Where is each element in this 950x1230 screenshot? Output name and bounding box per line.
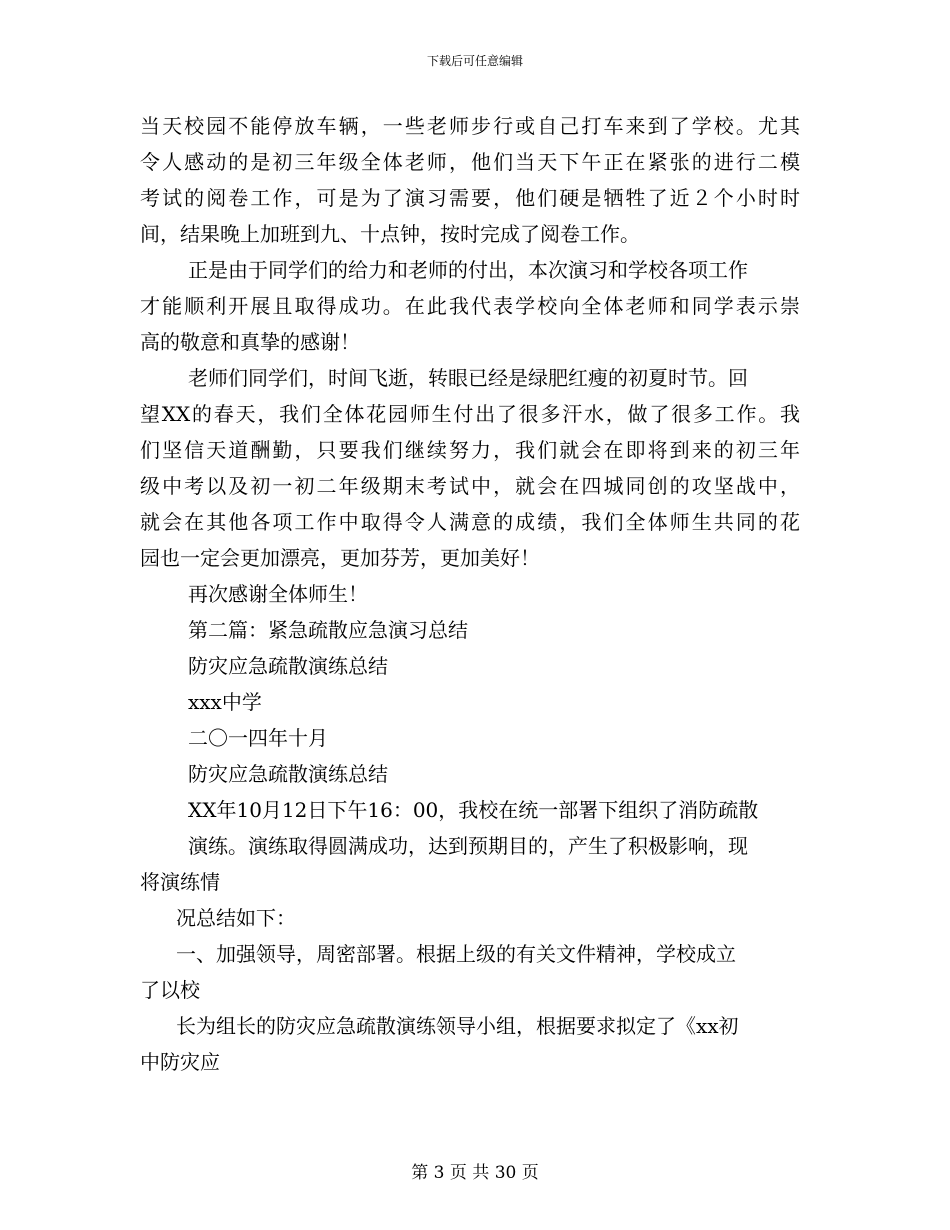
text-line: 老师们同学们，时间飞逝，转眼已经是绿肥红瘦的初夏时节。回 — [188, 366, 748, 390]
text-line: 高的敬意和真挚的感谢！ — [140, 330, 360, 354]
text-line: 正是由于同学们的给力和老师的付出，本次演习和学校各项工作 — [188, 258, 748, 282]
text-line: 将演练情 — [140, 870, 220, 894]
text-line: 望XX的春天，我们全体花园师生付出了很多汗水，做了很多工作。我 — [140, 402, 800, 426]
text-line: 间，结果晚上加班到九、十点钟，按时完成了阅卷工作。 — [140, 222, 640, 246]
text-line: 中防灾应 — [140, 1050, 220, 1074]
text-line: 当天校园不能停放车辆，一些老师步行或自己打车来到了学校。尤其 — [140, 114, 800, 138]
text-line: 令人感动的是初三年级全体老师，他们当天下午正在紧张的进行二模 — [140, 150, 800, 174]
text-line: 了以校 — [140, 978, 200, 1002]
page-footer: 第 3 页 共 30 页 — [411, 1163, 539, 1183]
text-line: 考试的阅卷工作，可是为了演习需要，他们硬是牺牲了近２个小时时 — [140, 186, 800, 210]
text-line: 再次感谢全体师生！ — [188, 582, 368, 606]
text-line: 一、加强领导，周密部署。根据上级的有关文件精神，学校成立 — [176, 942, 736, 966]
section-heading: 第二篇：紧急疏散应急演习总结 — [188, 618, 468, 642]
text-line: 长为组长的防灾应急疏散演练领导小组，根据要求拟定了《xx初 — [176, 1014, 739, 1038]
text-line: 级中考以及初一初二年级期末考试中，就会在四城同创的攻坚战中， — [140, 474, 800, 498]
document-title: 防灾应急疏散演练总结 — [188, 762, 388, 786]
text-line: 演练。演练取得圆满成功，达到预期目的，产生了积极影响，现 — [188, 834, 748, 858]
text-line: 才能顺利开展且取得成功。在此我代表学校向全体老师和同学表示崇 — [140, 294, 800, 318]
text-line: XX年10月12日下午16：00，我校在统一部署下组织了消防疏散 — [188, 798, 759, 822]
document-title: 防灾应急疏散演练总结 — [188, 654, 388, 678]
document-date: 二〇一四年十月 — [188, 726, 328, 750]
text-line: 就会在其他各项工作中取得令人满意的成绩，我们全体师生共同的花 — [140, 510, 800, 534]
text-line: 们坚信天道酬勤，只要我们继续努力，我们就会在即将到来的初三年 — [140, 438, 800, 462]
text-line: 况总结如下： — [176, 906, 296, 930]
text-line: 园也一定会更加漂亮，更加芬芳，更加美好！ — [140, 546, 540, 570]
school-name: xxx中学 — [188, 690, 262, 714]
page-header: 下载后可任意编辑 — [426, 54, 523, 68]
